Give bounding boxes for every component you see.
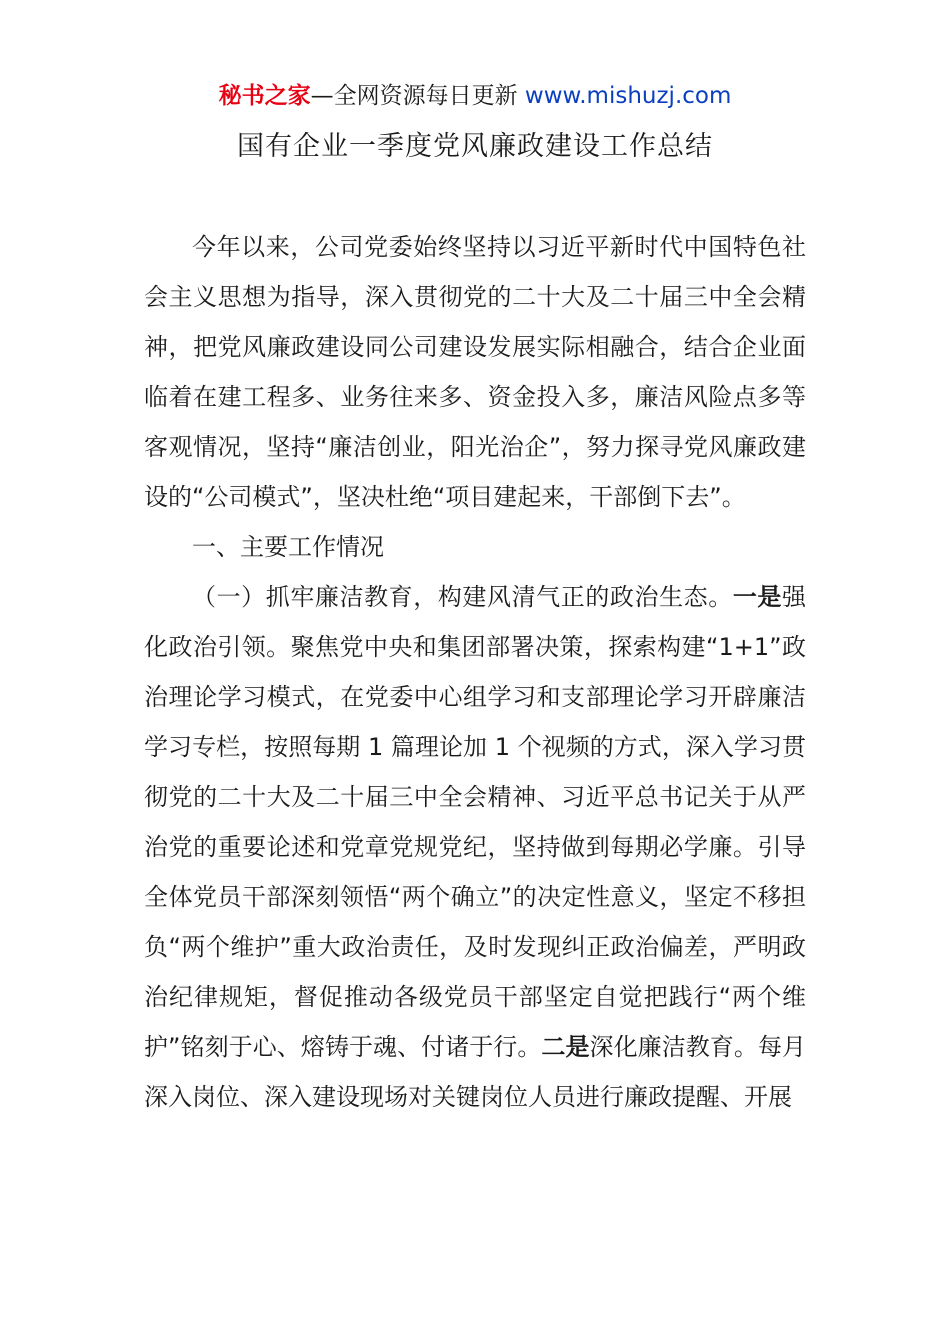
point-two-text: 深化廉洁教育。每月深入岗位、深入建设现场对关键岗位人员进行廉政提醒、开展: [144, 1033, 807, 1111]
subsection-paragraph: [144, 572, 806, 1122]
section-heading: 一、主要工作情况: [192, 533, 384, 561]
brand-name: 秘书之家: [218, 83, 311, 109]
header-tagline: —全网资源每日更新: [310, 83, 525, 109]
site-url-link[interactable]: www.mishuzj.com: [524, 83, 732, 109]
intro-paragraph: 今年以来，公司党委始终坚持以习近平新时代中国特色社会主义思想为指导，深入贯彻党的二十大及二十届三中全会精神，把党风廉政建设同公司建设发展实际相融合，结合企业面临着在建工程多、业务往来多、资金投入多，廉洁风险点多等客观情况，坚持“廉洁创业，阳光治企”，努力探寻党风廉政建设的“公司模式”，坚决杜绝“项目建起来，干部倒下去”。: [144, 233, 806, 511]
subsection-heading: （一）抓牢廉洁教育，构建风清气正的政治生态。: [192, 583, 733, 611]
document-body: [144, 222, 806, 1122]
document-title: 国有企业一季度党风廉政建设工作总结: [237, 131, 713, 162]
site-header: [0, 80, 950, 112]
point-one-label: 一是: [732, 583, 783, 611]
point-one-text: 强化政治引领。聚焦党中央和集团部署决策，探索构建“1+1”政治理论学习模式，在党委中心组学习和支部理论学习开辟廉洁学习专栏，按照每期 1 篇理论加 1 个视频的方式，深入学习贯彻党的二十大及二十届三中全会精神、习近平总书记关于从严治党的重要论述和党章党规党纪，坚持做到每期必学廉。引导全体党员干部深刻领悟“两个确立”的决定性意义，坚定不移担负“两个维护”重大政治责任，及时发现纠正政治偏差，严明政治纪律规矩，督促推动各级党员干部坚定自觉把践行“两个维护”铭刻于心、熔铸于魂、付诸于行。: [144, 583, 807, 1061]
point-two-label: 二是: [541, 1033, 590, 1061]
